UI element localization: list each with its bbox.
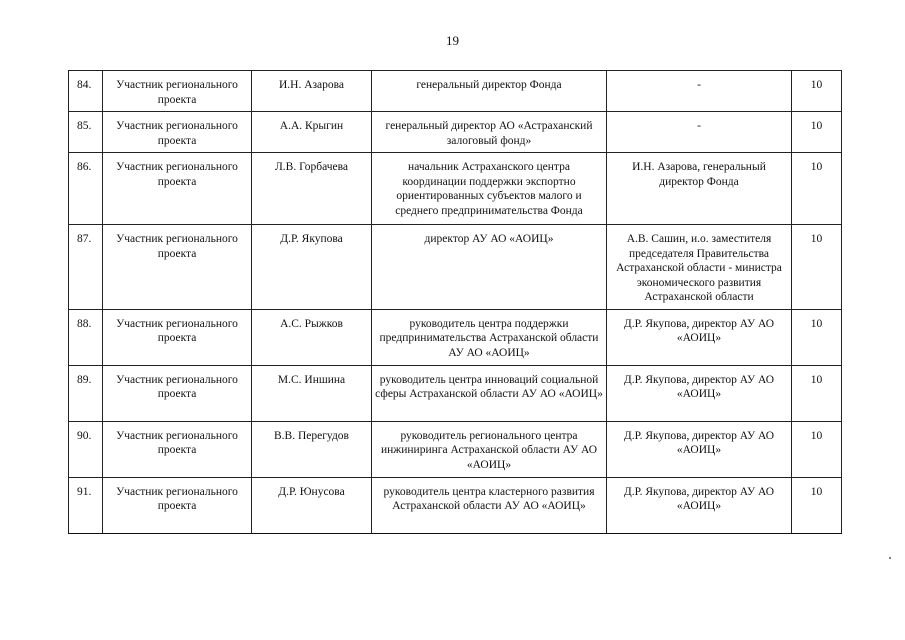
row-name: Д.Р. Юнусова [252, 477, 372, 533]
row-number: 88. [69, 309, 103, 365]
row-number: 87. [69, 225, 103, 310]
row-number: 84. [69, 71, 103, 112]
scan-speck [889, 557, 891, 559]
row-name: В.В. Перегудов [252, 421, 372, 477]
row-role: Участник регионального проекта [103, 365, 252, 421]
row-position: директор АУ АО «АОИЦ» [372, 225, 607, 310]
row-supervisor: И.Н. Азарова, генеральный директор Фонда [607, 153, 792, 225]
table-row [69, 309, 842, 365]
row-supervisor: Д.Р. Якупова, директор АУ АО «АОИЦ» [607, 477, 792, 533]
row-name: Л.В. Горбачева [252, 153, 372, 225]
row-score: 10 [792, 365, 842, 421]
row-supervisor: Д.Р. Якупова, директор АУ АО «АОИЦ» [607, 365, 792, 421]
row-role: Участник регионального проекта [103, 309, 252, 365]
row-number: 89. [69, 365, 103, 421]
row-name: М.С. Иншина [252, 365, 372, 421]
row-number: 90. [69, 421, 103, 477]
row-role: Участник регионального проекта [103, 421, 252, 477]
row-position: руководитель центра кластерного развития Астраханской области АУ АО «АОИЦ» [372, 477, 607, 533]
row-position: начальник Астраханского центра координации поддержки экспортно ориентированных субъектов малого и среднего предпринимательства Фонда [372, 153, 607, 225]
row-number: 85. [69, 112, 103, 153]
row-role: Участник регионального проекта [103, 477, 252, 533]
row-supervisor: А.В. Сашин, и.о. заместителя председателя Правительства Астраханской области - министра экономического развития Астраханской области [607, 225, 792, 310]
participants-table [68, 70, 842, 534]
row-position: руководитель регионального центра инжиниринга Астраханской области АУ АО «АОИЦ» [372, 421, 607, 477]
row-score: 10 [792, 477, 842, 533]
row-number: 86. [69, 153, 103, 225]
row-position: генеральный директор Фонда [372, 71, 607, 112]
row-supervisor: - [607, 71, 792, 112]
page-number: 19 [446, 33, 459, 48]
row-score: 10 [792, 225, 842, 310]
row-name: А.С. Рыжков [252, 309, 372, 365]
row-name: И.Н. Азарова [252, 71, 372, 112]
row-score: 10 [792, 421, 842, 477]
row-score: 10 [792, 309, 842, 365]
row-position: руководитель центра поддержки предпринимательства Астраханской области АУ АО «АОИЦ» [372, 309, 607, 365]
table-row [69, 71, 842, 112]
row-supervisor: Д.Р. Якупова, директор АУ АО «АОИЦ» [607, 309, 792, 365]
row-score: 10 [792, 153, 842, 225]
row-role: Участник регионального проекта [103, 153, 252, 225]
row-role: Участник регионального проекта [103, 112, 252, 153]
row-role: Участник регионального проекта [103, 71, 252, 112]
row-name: Д.Р. Якупова [252, 225, 372, 310]
table-row [69, 365, 842, 421]
table-row [69, 225, 842, 310]
row-supervisor: Д.Р. Якупова, директор АУ АО «АОИЦ» [607, 421, 792, 477]
table-body [69, 71, 842, 534]
table-row [69, 421, 842, 477]
table-row [69, 477, 842, 533]
table-row [69, 112, 842, 153]
row-position: руководитель центра инноваций социальной сферы Астраханской области АУ АО «АОИЦ» [372, 365, 607, 421]
table-row [69, 153, 842, 225]
row-number: 91. [69, 477, 103, 533]
row-position: генеральный директор АО «Астраханский залоговый фонд» [372, 112, 607, 153]
row-score: 10 [792, 112, 842, 153]
row-role: Участник регионального проекта [103, 225, 252, 310]
row-score: 10 [792, 71, 842, 112]
row-supervisor: - [607, 112, 792, 153]
row-name: А.А. Крыгин [252, 112, 372, 153]
